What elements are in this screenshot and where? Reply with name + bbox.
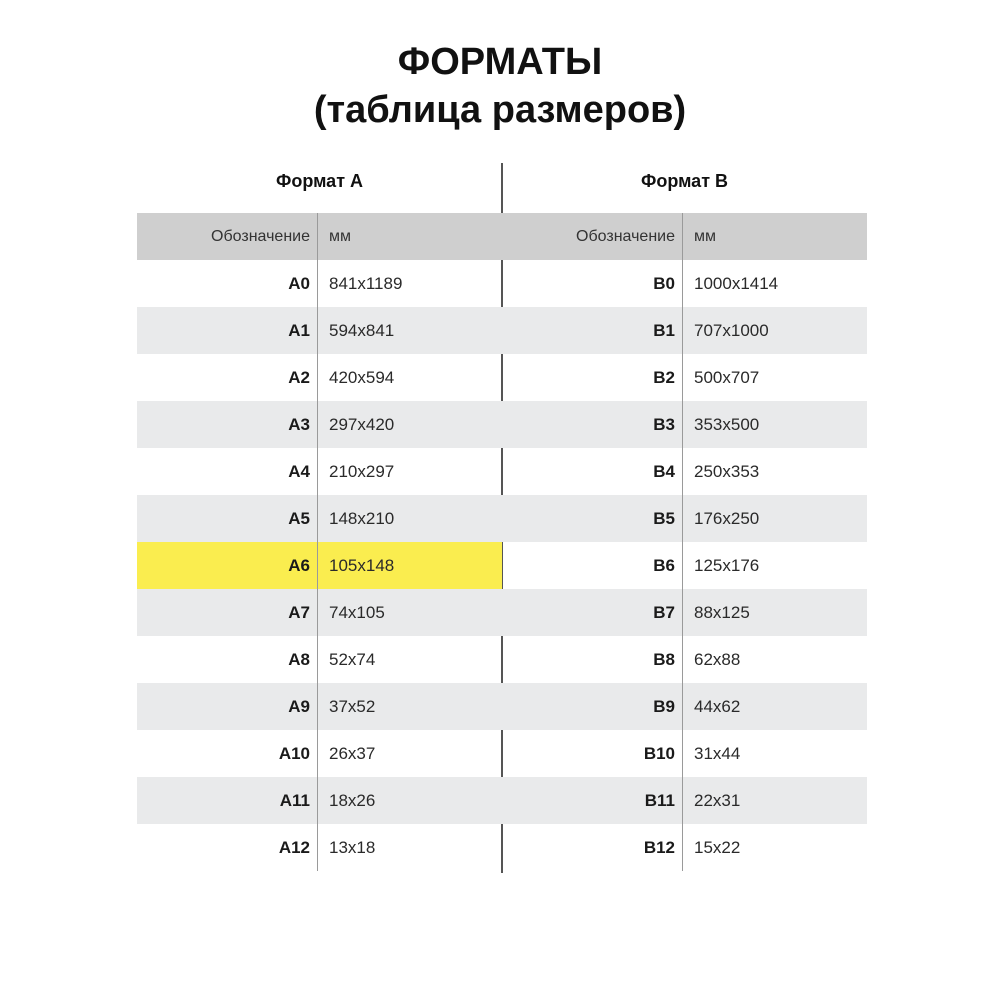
format-code: B4 xyxy=(502,448,683,495)
header-mm: мм xyxy=(694,227,716,245)
table-row xyxy=(502,589,867,636)
table-row xyxy=(137,354,502,401)
format-size: 176x250 xyxy=(694,508,760,528)
format-code: A6 xyxy=(137,542,318,589)
format-code: A11 xyxy=(137,777,318,824)
format-size: 105x148 xyxy=(329,555,395,575)
format-size: 500x707 xyxy=(694,367,760,387)
format-code: A7 xyxy=(137,589,318,636)
table-row xyxy=(502,260,867,307)
format-b-heading: Формат В xyxy=(640,171,729,191)
format-code: B5 xyxy=(502,495,683,542)
format-code: B0 xyxy=(502,260,683,307)
format-code: A0 xyxy=(137,260,318,307)
format-size: 31x44 xyxy=(694,743,741,763)
format-size: 841x1189 xyxy=(329,273,403,293)
format-size: 52x74 xyxy=(329,649,376,669)
table-row xyxy=(137,683,502,730)
format-size: 13x18 xyxy=(329,837,376,857)
table-row xyxy=(502,354,867,401)
format-size: 88x125 xyxy=(694,602,750,622)
table-row xyxy=(502,448,867,495)
format-size: 210x297 xyxy=(329,461,395,481)
format-size: 420x594 xyxy=(329,367,395,387)
table-row xyxy=(137,448,502,495)
format-code: A10 xyxy=(137,730,318,777)
format-code: A12 xyxy=(137,824,318,871)
table-row xyxy=(502,307,867,354)
table-row xyxy=(502,730,867,777)
format-size: 594x841 xyxy=(329,320,395,340)
format-a-table xyxy=(137,213,502,871)
format-size: 44x62 xyxy=(694,696,741,716)
format-code: B7 xyxy=(502,589,683,636)
title-line-1: ФОРМАТЫ xyxy=(397,41,603,83)
format-b-table xyxy=(502,213,867,871)
table-row xyxy=(137,589,502,636)
table-header-row xyxy=(502,213,867,260)
format-code: B6 xyxy=(502,542,683,589)
format-code: B12 xyxy=(502,824,683,871)
table-row xyxy=(502,824,867,871)
format-code: A9 xyxy=(137,683,318,730)
table-row xyxy=(137,730,502,777)
format-size: 18x26 xyxy=(329,790,376,810)
format-size: 707x1000 xyxy=(694,320,769,340)
table-row xyxy=(502,777,867,824)
table-row xyxy=(502,636,867,683)
table-row xyxy=(137,260,502,307)
table-row xyxy=(502,683,867,730)
table-row-highlighted xyxy=(137,542,502,589)
title-line-2: (таблица размеров) xyxy=(313,89,687,131)
format-code: A5 xyxy=(137,495,318,542)
format-code: B8 xyxy=(502,636,683,683)
page-title xyxy=(0,38,1000,134)
format-size: 125x176 xyxy=(694,555,760,575)
format-code: A4 xyxy=(137,448,318,495)
format-code: B11 xyxy=(502,777,683,824)
format-size: 148x210 xyxy=(329,508,395,528)
format-size: 62x88 xyxy=(694,649,741,669)
table-row xyxy=(502,542,867,589)
format-code: A1 xyxy=(137,307,318,354)
format-size: 297x420 xyxy=(329,414,395,434)
table-row xyxy=(137,824,502,871)
format-code: B2 xyxy=(502,354,683,401)
table-row xyxy=(502,401,867,448)
table-header-row xyxy=(137,213,502,260)
format-code: B10 xyxy=(502,730,683,777)
header-designation: Обозначение xyxy=(502,213,683,260)
format-size: 22x31 xyxy=(694,790,741,810)
format-size: 353x500 xyxy=(694,414,760,434)
header-mm: мм xyxy=(329,227,351,245)
table-row xyxy=(502,495,867,542)
format-code: A3 xyxy=(137,401,318,448)
table-row xyxy=(137,636,502,683)
table-row xyxy=(137,777,502,824)
format-size: 74x105 xyxy=(329,602,385,622)
format-size: 15x22 xyxy=(694,837,741,857)
format-size: 26x37 xyxy=(329,743,376,763)
format-code: A2 xyxy=(137,354,318,401)
format-code: B1 xyxy=(502,307,683,354)
table-row xyxy=(137,401,502,448)
format-size: 250x353 xyxy=(694,461,760,481)
format-code: B3 xyxy=(502,401,683,448)
format-code: A8 xyxy=(137,636,318,683)
format-size: 37x52 xyxy=(329,696,376,716)
header-designation: Обозначение xyxy=(137,213,318,260)
table-row xyxy=(137,307,502,354)
table-row xyxy=(137,495,502,542)
format-size: 1000x1414 xyxy=(694,273,779,293)
format-a-heading: Формат А xyxy=(275,171,364,191)
format-code: B9 xyxy=(502,683,683,730)
